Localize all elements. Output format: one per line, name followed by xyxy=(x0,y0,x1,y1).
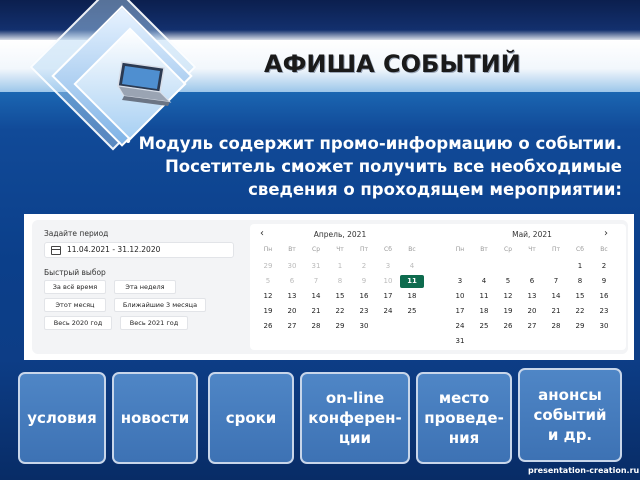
calendar-day[interactable]: 20 xyxy=(287,307,297,315)
calendar-day[interactable]: 7 xyxy=(313,277,319,285)
button-deadlines[interactable] xyxy=(208,372,294,464)
button-conditions[interactable] xyxy=(18,372,106,464)
quick-all-time[interactable]: За всё время xyxy=(44,280,106,294)
button-label: проведе- xyxy=(424,409,504,427)
calendar-day[interactable]: 5 xyxy=(505,277,511,285)
calendar-screenshot xyxy=(24,214,634,360)
calendar-day[interactable]: 26 xyxy=(503,322,513,330)
calendar-day[interactable]: 4 xyxy=(481,277,487,285)
calendar-day[interactable]: 1 xyxy=(337,262,343,270)
calendar-day[interactable]: 7 xyxy=(553,277,559,285)
calendar-day[interactable]: 23 xyxy=(599,307,609,315)
laptop-icon xyxy=(108,58,174,110)
logo-decoration xyxy=(20,0,230,150)
quick-this-week[interactable]: Эта неделя xyxy=(114,280,176,294)
calendar-day[interactable]: 30 xyxy=(599,322,609,330)
quick-label: Быстрый выбор xyxy=(44,268,106,277)
bullet-icon: • xyxy=(124,134,133,150)
button-online-conferences[interactable] xyxy=(300,372,410,464)
footer-credit: presentation-creation.ru xyxy=(528,466,640,475)
calendar-day[interactable]: 4 xyxy=(409,262,415,270)
calendar-day[interactable]: 29 xyxy=(335,322,345,330)
chevron-right-icon[interactable]: › xyxy=(604,228,608,239)
calendar-day[interactable]: 16 xyxy=(359,292,369,300)
button-label: событий xyxy=(533,406,607,424)
calendar-day[interactable]: 12 xyxy=(503,292,513,300)
calendar-icon xyxy=(51,246,61,255)
weekday-label: Пн xyxy=(263,246,273,253)
button-label: ции xyxy=(338,429,372,447)
quick-year-2020[interactable]: Весь 2020 год xyxy=(44,316,112,330)
chevron-left-icon[interactable]: ‹ xyxy=(260,228,264,239)
bullet-line: сведения о проходящем мероприятии: xyxy=(248,180,622,199)
calendar-day[interactable]: 30 xyxy=(287,262,297,270)
calendar-day[interactable]: 15 xyxy=(335,292,345,300)
calendar-day[interactable]: 10 xyxy=(383,277,393,285)
calendar-day[interactable]: 2 xyxy=(601,262,607,270)
weekday-label: Вт xyxy=(288,246,296,253)
bullet-line: Модуль содержит промо-информацию о событии. xyxy=(138,134,622,153)
calendar-day[interactable]: 24 xyxy=(455,322,465,330)
button-label: сроки xyxy=(225,409,277,427)
calendar-day[interactable]: 11 xyxy=(479,292,489,300)
calendar-day[interactable]: 8 xyxy=(337,277,343,285)
calendar-day[interactable]: 19 xyxy=(263,307,273,315)
weekday-label: Ср xyxy=(312,246,320,253)
calendar-day[interactable]: 14 xyxy=(311,292,321,300)
calendar-day[interactable]: 6 xyxy=(289,277,295,285)
button-label: on-line xyxy=(325,389,385,407)
calendar-day[interactable]: 31 xyxy=(455,337,465,345)
calendar-day[interactable]: 3 xyxy=(385,262,391,270)
calendar-day[interactable]: 29 xyxy=(263,262,273,270)
button-label: новости xyxy=(120,409,190,427)
weekday-label: Пт xyxy=(551,246,560,253)
weekday-label: Вс xyxy=(600,246,608,253)
period-value: 11.04.2021 - 31.12.2020 xyxy=(67,245,161,254)
weekday-label: Вт xyxy=(480,246,488,253)
button-label: и др. xyxy=(547,426,593,444)
calendar-day[interactable]: 17 xyxy=(455,307,465,315)
calendar-day[interactable]: 17 xyxy=(383,292,393,300)
calendar-day[interactable]: 25 xyxy=(407,307,417,315)
calendar-day[interactable]: 22 xyxy=(575,307,585,315)
month-title: Апрель, 2021 xyxy=(313,230,367,239)
calendar-day[interactable]: 5 xyxy=(265,277,271,285)
calendar-day[interactable]: 12 xyxy=(263,292,273,300)
calendar-day[interactable]: 20 xyxy=(527,307,537,315)
period-label: Задайте период xyxy=(44,229,109,238)
calendar-day[interactable]: 21 xyxy=(311,307,321,315)
weekday-label: Чт xyxy=(336,246,344,253)
calendar-day[interactable]: 15 xyxy=(575,292,585,300)
button-news[interactable] xyxy=(112,372,198,464)
calendar-day[interactable]: 18 xyxy=(479,307,489,315)
quick-year-2021[interactable]: Весь 2021 год xyxy=(120,316,188,330)
weekday-label: Пн xyxy=(455,246,465,253)
weekday-label: Вс xyxy=(408,246,416,253)
button-venue[interactable] xyxy=(416,372,512,464)
button-label: анонсы xyxy=(538,386,602,404)
button-label: конферен- xyxy=(308,409,402,427)
calendar-day[interactable]: 3 xyxy=(457,277,463,285)
button-label: место xyxy=(438,389,490,407)
button-announcements[interactable] xyxy=(518,368,622,462)
calendar-day[interactable]: 29 xyxy=(575,322,585,330)
calendar-day[interactable]: 25 xyxy=(479,322,489,330)
calendar-day[interactable]: 2 xyxy=(361,262,367,270)
calendar-day[interactable]: 16 xyxy=(599,292,609,300)
calendar-day[interactable]: 28 xyxy=(311,322,321,330)
bullet-text xyxy=(122,132,622,201)
calendar-panel xyxy=(250,224,626,350)
month-title: Май, 2021 xyxy=(512,230,552,239)
calendar-widget xyxy=(32,220,628,354)
calendar-day[interactable]: 22 xyxy=(335,307,345,315)
calendar-day[interactable]: 24 xyxy=(383,307,393,315)
calendar-day[interactable]: 31 xyxy=(311,262,321,270)
calendar-day[interactable]: 23 xyxy=(359,307,369,315)
filter-panel xyxy=(38,224,238,350)
calendar-day[interactable]: 18 xyxy=(407,292,417,300)
quick-next-3-months[interactable]: Ближайшие 3 месяца xyxy=(114,298,206,312)
calendar-day[interactable]: 1 xyxy=(577,262,583,270)
calendar-day[interactable]: 21 xyxy=(551,307,561,315)
calendar-day[interactable]: 13 xyxy=(527,292,537,300)
calendar-day[interactable]: 10 xyxy=(455,292,465,300)
weekday-label: Пт xyxy=(359,246,368,253)
calendar-day[interactable]: 6 xyxy=(529,277,535,285)
page-title: АФИША СОБЫТИЙ xyxy=(264,50,521,78)
quick-this-month[interactable]: Этот месяц xyxy=(44,298,106,312)
period-input[interactable] xyxy=(44,242,234,258)
calendar-day[interactable]: 30 xyxy=(359,322,369,330)
calendar-day[interactable]: 14 xyxy=(551,292,561,300)
button-label: ния xyxy=(448,429,480,447)
calendar-day[interactable]: 8 xyxy=(577,277,583,285)
calendar-day[interactable]: 27 xyxy=(287,322,297,330)
calendar-day[interactable]: 27 xyxy=(527,322,537,330)
weekday-label: Сб xyxy=(576,246,584,253)
calendar-day[interactable]: 13 xyxy=(287,292,297,300)
calendar-day[interactable]: 26 xyxy=(263,322,273,330)
selected-day[interactable]: 11 xyxy=(400,275,424,288)
weekday-label: Ср xyxy=(504,246,512,253)
calendar-day[interactable]: 9 xyxy=(601,277,607,285)
calendar-day[interactable]: 28 xyxy=(551,322,561,330)
button-label: условия xyxy=(27,409,97,427)
weekday-label: Сб xyxy=(384,246,392,253)
calendar-day[interactable]: 9 xyxy=(361,277,367,285)
calendar-day[interactable]: 19 xyxy=(503,307,513,315)
weekday-label: Чт xyxy=(528,246,536,253)
bullet-line: Посетитель сможет получить все необходимые xyxy=(164,157,622,176)
